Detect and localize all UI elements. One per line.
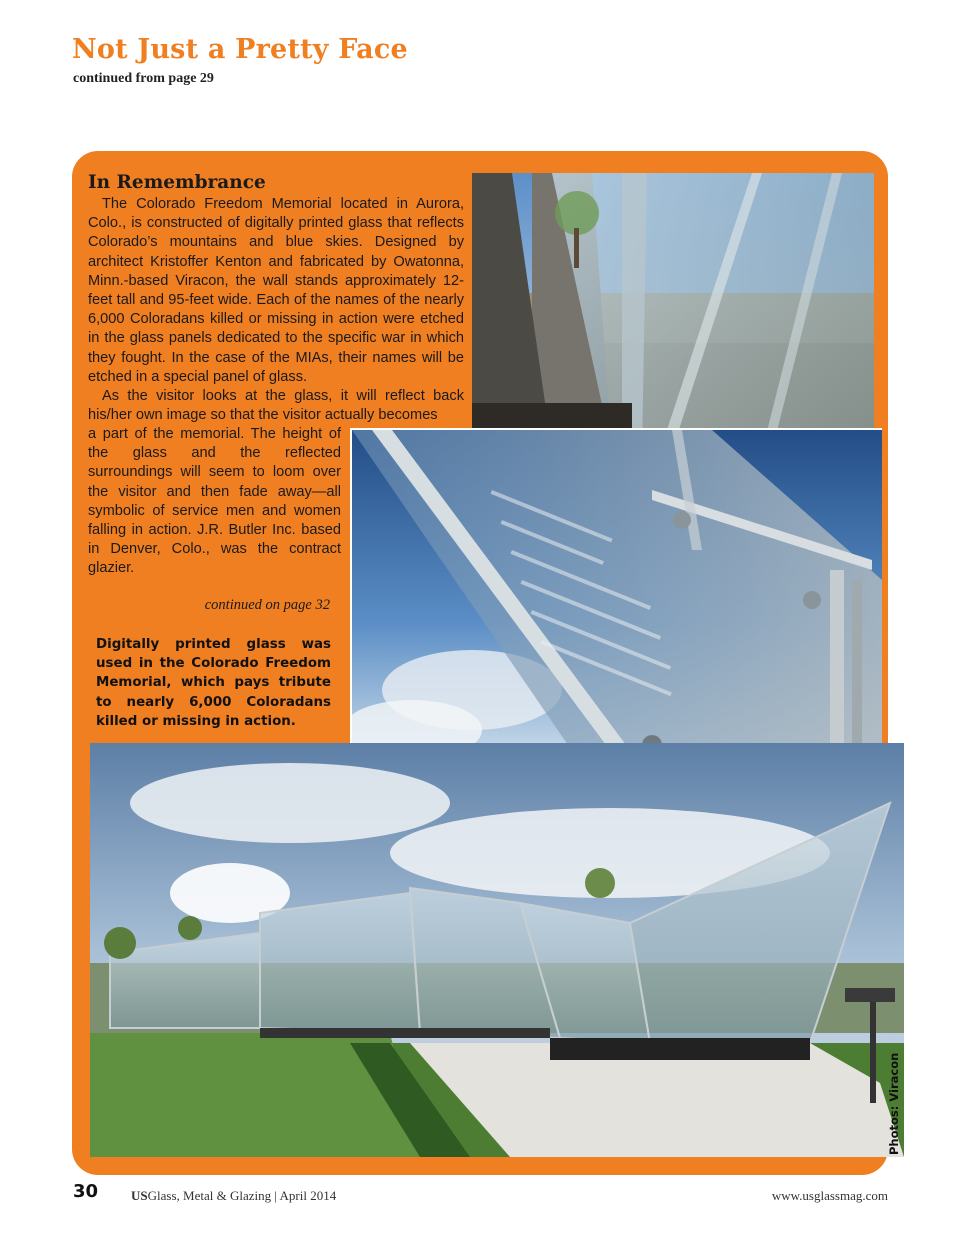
memorial-closeup-photo (472, 173, 874, 451)
website-url[interactable]: www.usglassmag.com (771, 1188, 888, 1203)
page-number: 30 (73, 1181, 99, 1202)
continued-on-note: continued on page 32 (204, 597, 330, 613)
sidebar-paragraph-2-rest: a part of the memorial. The height of the glass and the reflected surroundings will seem to loom over the visitor and then fade away—all symbolic of service men and women falling in action. J.R. Butler Inc. based in Denver, Colo., was the contract glazier. (88, 426, 341, 577)
sidebar-title: In Remembrance (88, 172, 266, 193)
sidebar-paragraph-1: The Colorado Freedom Memorial located in Aurora, Colo., is constructed of digitally printed glass that reflects Colorado’s mountains and blue skies. Designed by architect Kristoffer Kenton and fabricated by Owatonna, Minn.-based Viracon, the wall stands approximately 12-feet tall and 95-feet wide. Each of the names of the nearly 6,000 Coloradans killed or missing in action were etched in the glass panels dedicated to the specific war in which they fought. In the case of the MIAs, their names will be etched in a special panel of glass. (88, 196, 464, 385)
issue-date: April 2014 (279, 1188, 337, 1203)
magazine-name-bold: US (131, 1188, 148, 1203)
magazine-name: Glass, Metal & Glazing (147, 1188, 272, 1203)
photo-caption: Digitally printed glass was used in the Colorado Freedom Memorial, which pays tribute to nearly 6,000 Coloradans killed or missing in action. (96, 637, 331, 729)
memorial-overview-photo (90, 743, 904, 1157)
continued-from-note: continued from page 29 (73, 71, 214, 86)
headline: Not Just a Pretty Face (72, 34, 408, 65)
sidebar-paragraph-2-start: As the visitor looks at the glass, it will reflect back his/her own image so that the visitor actually becomes (88, 388, 464, 424)
separator: | (274, 1188, 277, 1203)
publication-line (131, 1188, 336, 1204)
photo-credit: Photos: Viracon (887, 1052, 901, 1155)
inscription-panel-photo (350, 428, 882, 780)
